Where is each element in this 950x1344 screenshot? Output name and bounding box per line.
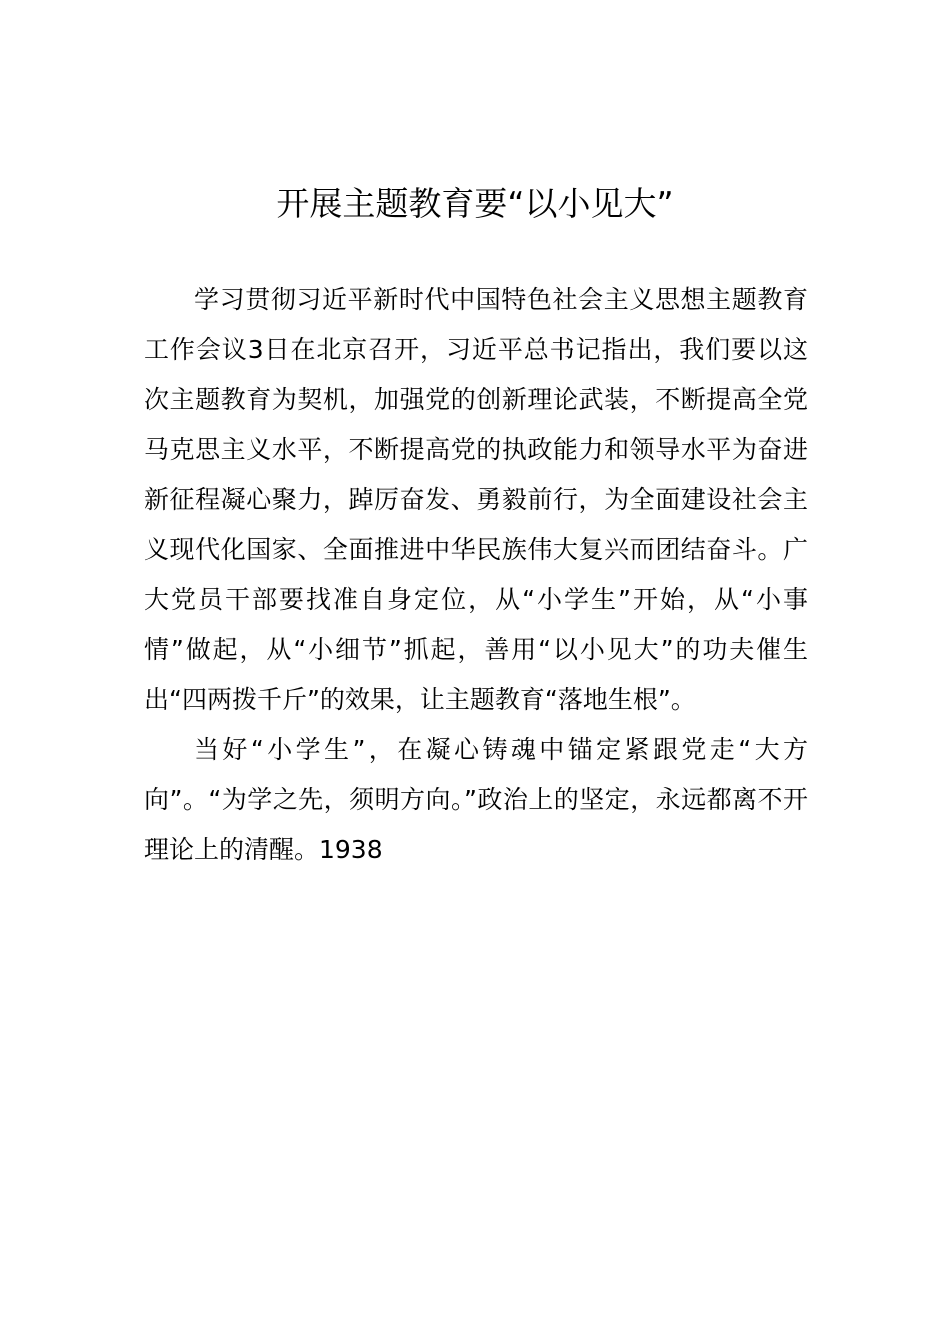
- document-title: 开展主题教育要“以小见大”: [276, 184, 674, 223]
- body-paragraph-2: 当好“小学生”，在凝心铸魂中锚定紧跟党走“大方向”。“为学之先，须明方向。”政治上的坚定，永远都离不开理论上的清醒。1938: [144, 735, 808, 864]
- document-body: [144, 275, 808, 875]
- body-paragraph-1: 学习贯彻习近平新时代中国特色社会主义思想主题教育工作会议3日在北京召开，习近平总书记指出，我们要以这次主题教育为契机，加强党的创新理论武装，不断提高全党马克思主义水平，不断提高党的执政能力和领导水平为奋进新征程凝心聚力，踔厉奋发、勇毅前行，为全面建设社会主义现代化国家、全面推进中华民族伟大复兴而团结奋斗。广大党员干部要找准自身定位，从“小学生”开始，从“小事情”做起，从“小细节”抓起，善用“以小见大”的功夫催生出“四两拨千斤”的效果，让主题教育“落地生根”。: [144, 285, 808, 714]
